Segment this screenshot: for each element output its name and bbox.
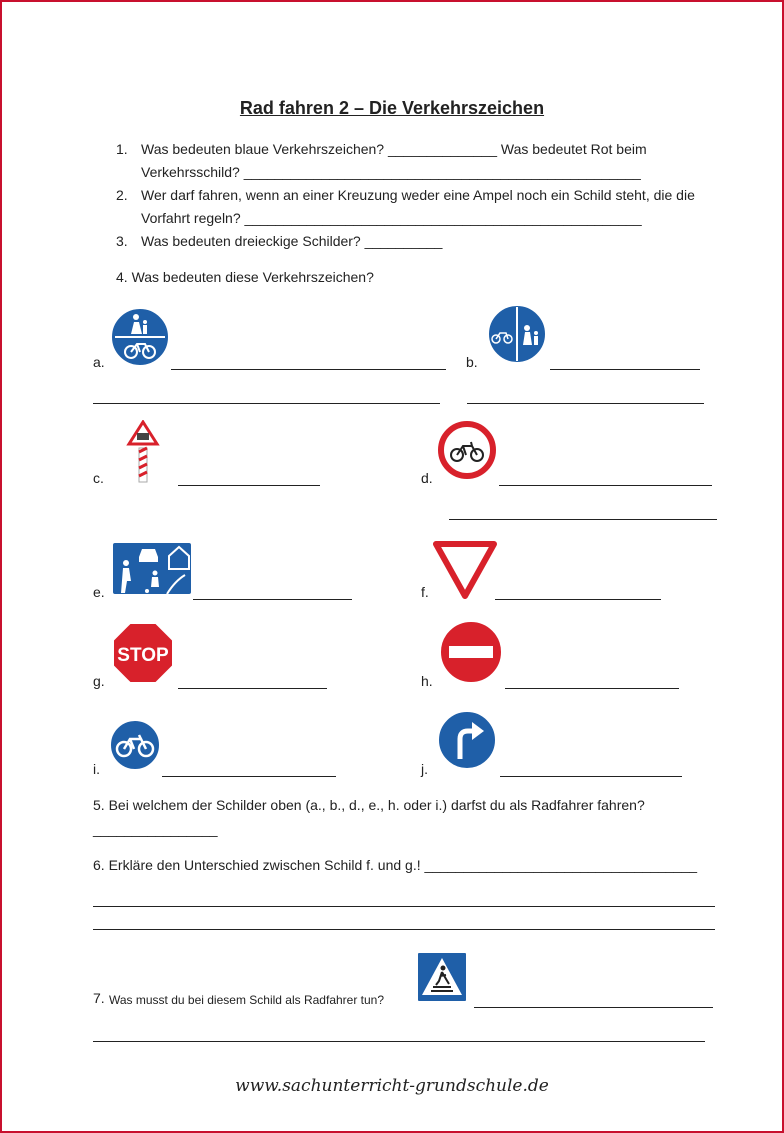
- answer-line-f[interactable]: [495, 599, 661, 600]
- label-j: j.: [421, 761, 428, 777]
- answer-line-a[interactable]: [171, 369, 446, 370]
- answer-line-b[interactable]: [550, 369, 700, 370]
- q2-text-line2: Vorfahrt regeln? ___________________________________________________: [141, 210, 642, 226]
- page-title: Rad fahren 2 – Die Verkehrszeichen: [239, 98, 545, 118]
- label-b: b.: [466, 354, 478, 370]
- q6-answer-line-1[interactable]: [93, 906, 715, 907]
- q6-text: 6. Erkläre den Unterschied zwischen Schild f. und g.! ___________________________________: [93, 857, 698, 873]
- pedestrian-crossing-sign-icon: [416, 951, 468, 1003]
- label-h: h.: [421, 673, 433, 689]
- q7-answer-line-1[interactable]: [474, 1007, 713, 1008]
- label-f: f.: [421, 584, 429, 600]
- q1-number: 1.: [116, 141, 128, 157]
- q6-answer-line-2[interactable]: [93, 929, 715, 930]
- q1-text-line2: Verkehrsschild? ___________________________________________________: [141, 164, 641, 180]
- answer-line-b2[interactable]: [467, 403, 704, 404]
- q7-number: 7.: [93, 990, 105, 1006]
- answer-line-j[interactable]: [500, 776, 682, 777]
- play-street-sign-icon: [111, 541, 193, 596]
- answer-line-d2[interactable]: [449, 519, 717, 520]
- q3-text: Was bedeuten dreieckige Schilder? __________: [141, 233, 443, 249]
- answer-line-g[interactable]: [178, 688, 327, 689]
- no-entry-sign-icon: [438, 619, 504, 685]
- answer-line-a2[interactable]: [93, 403, 440, 404]
- q3-number: 3.: [116, 233, 128, 249]
- answer-line-d[interactable]: [499, 485, 712, 486]
- q1-text-line1: Was bedeuten blaue Verkehrszeichen? ______________ Was bedeutet Rot beim: [141, 141, 647, 157]
- answer-line-e[interactable]: [193, 599, 352, 600]
- separated-path-sign-icon: [486, 303, 548, 365]
- shared-path-sign-icon: [109, 306, 171, 368]
- label-c: c.: [93, 470, 104, 486]
- q4-text: 4. Was bedeuten diese Verkehrszeichen?: [116, 269, 374, 285]
- label-e: e.: [93, 584, 105, 600]
- label-g: g.: [93, 673, 105, 689]
- stop-sign-icon: [111, 621, 175, 685]
- q2-text-line1: Wer darf fahren, wenn an einer Kreuzung weder eine Ampel noch ein Schild steht, die die: [141, 187, 695, 203]
- label-a: a.: [93, 354, 105, 370]
- no-bicycles-sign-icon: [438, 421, 496, 479]
- answer-line-c[interactable]: [178, 485, 320, 486]
- q7-answer-line-2[interactable]: [93, 1041, 705, 1042]
- label-i: i.: [93, 761, 100, 777]
- label-d: d.: [421, 470, 433, 486]
- answer-line-i[interactable]: [162, 776, 336, 777]
- answer-line-h[interactable]: [505, 688, 679, 689]
- level-crossing-sign-icon: [126, 420, 160, 484]
- turn-right-sign-icon: [436, 709, 498, 771]
- q5-text: 5. Bei welchem der Schilder oben (a., b., d., e., h. oder i.) darfst du als Radfahrer fahren?: [93, 797, 645, 813]
- q2-number: 2.: [116, 187, 128, 203]
- q5-answer-line[interactable]: ________________: [93, 821, 218, 837]
- footer-website: www.sachunterricht-grundschule.de: [235, 1076, 549, 1096]
- cycle-path-sign-icon: [108, 718, 162, 772]
- q7-text: Was musst du bei diesem Schild als Radfahrer tun?: [109, 993, 385, 1007]
- stop-sign-text: STOP: [117, 645, 169, 666]
- give-way-sign-icon: [433, 541, 497, 599]
